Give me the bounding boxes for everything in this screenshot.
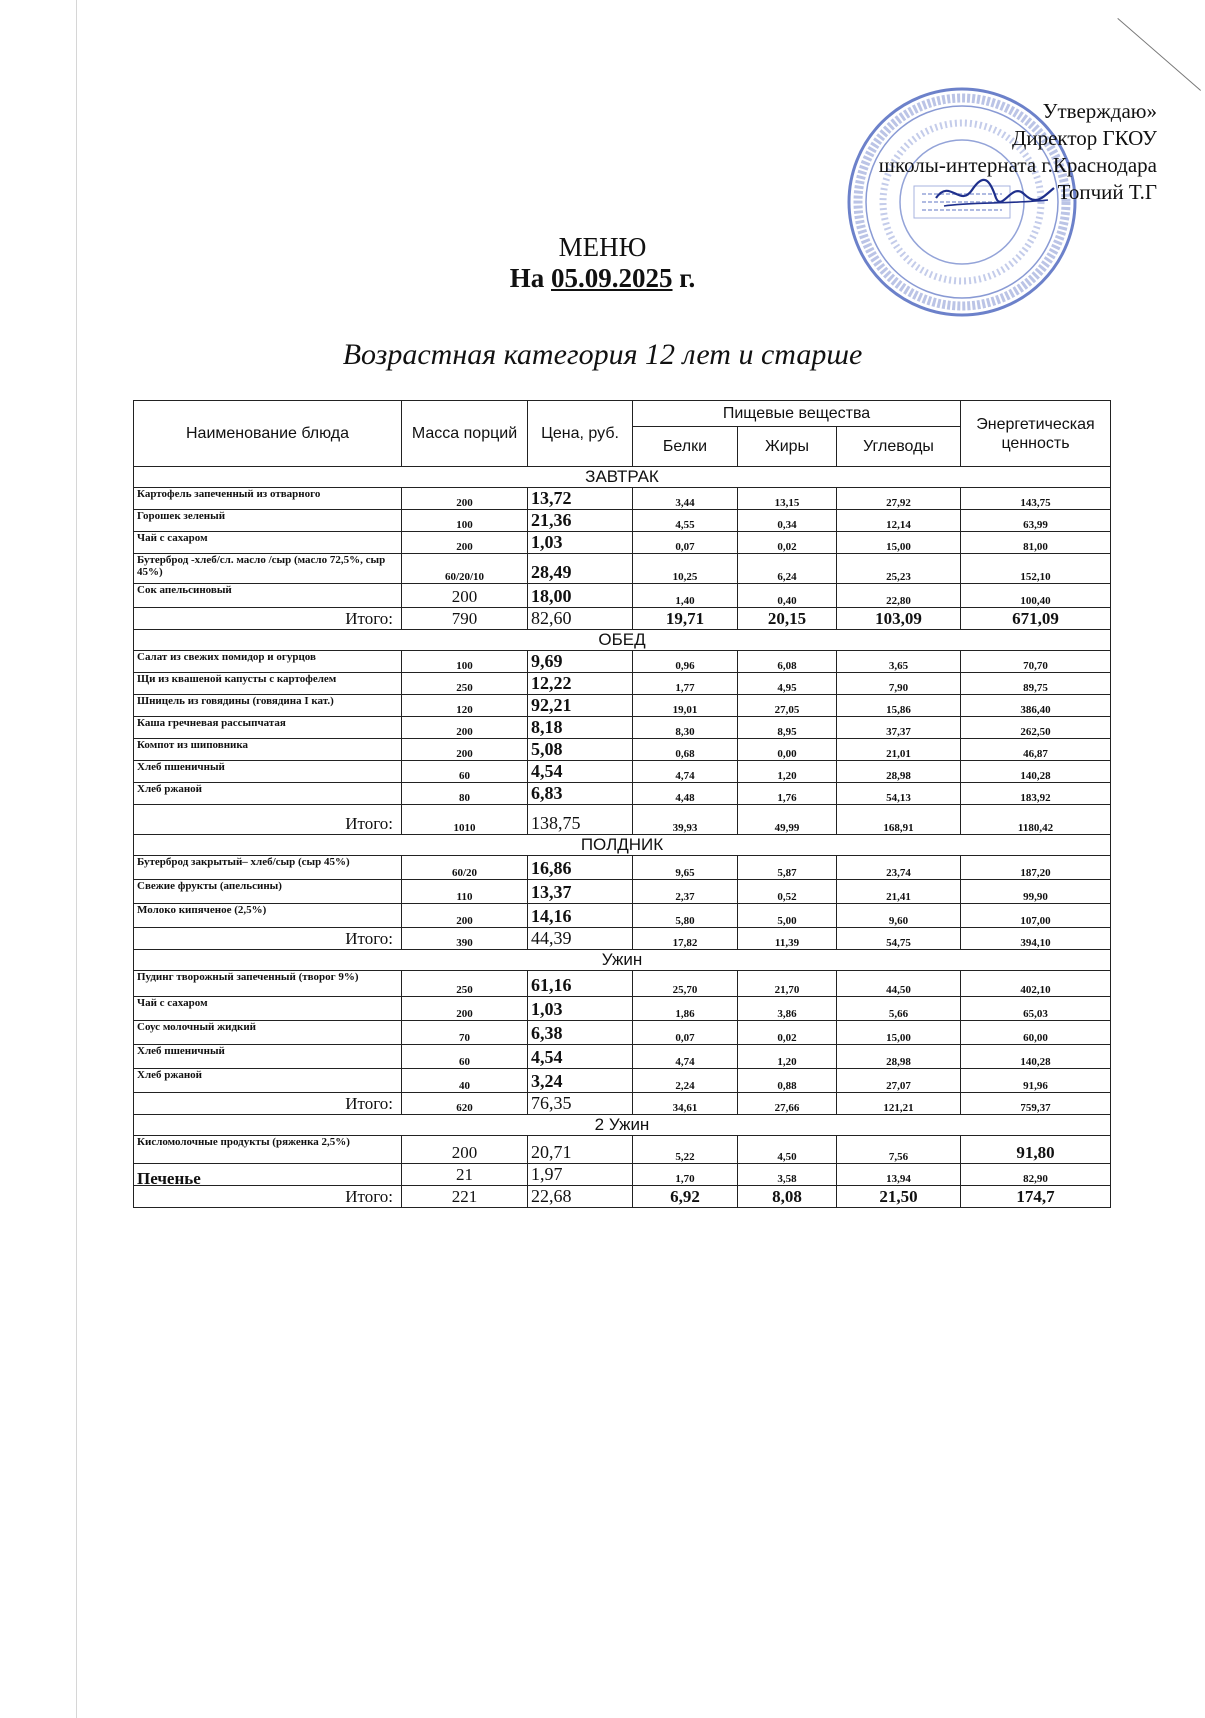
table-row (134, 1164, 1111, 1186)
carbs: 21,01 (837, 739, 961, 761)
protein: 1,77 (633, 673, 738, 695)
total-label: Итого: (134, 608, 402, 630)
date-prefix: На (509, 263, 552, 293)
total-protein: 39,93 (633, 805, 738, 835)
total-carbs: 168,91 (837, 805, 961, 835)
energy: 82,90 (961, 1164, 1111, 1186)
section-title: ПОЛДНИК (134, 835, 1111, 856)
table-row (134, 997, 1111, 1021)
section-header-row (134, 950, 1111, 971)
protein: 0,07 (633, 532, 738, 554)
dish-name: Соус молочный жидкий (134, 1021, 402, 1045)
protein: 5,22 (633, 1136, 738, 1164)
protein: 0,07 (633, 1021, 738, 1045)
section-title: 2 Ужин (134, 1115, 1111, 1136)
table-row (134, 584, 1111, 608)
total-price: 22,68 (528, 1186, 633, 1208)
carbs: 15,00 (837, 1021, 961, 1045)
section-header-row (134, 467, 1111, 488)
portion-mass: 21 (402, 1164, 528, 1186)
date-value: 05.09.2025 (551, 263, 673, 293)
portion-mass: 80 (402, 783, 528, 805)
price: 4,54 (528, 1045, 633, 1069)
portion-mass: 250 (402, 971, 528, 997)
table-row (134, 1045, 1111, 1069)
carbs: 15,86 (837, 695, 961, 717)
dish-name: Щи из квашеной капусты с картофелем (134, 673, 402, 695)
total-fat: 27,66 (738, 1093, 837, 1115)
protein: 1,40 (633, 584, 738, 608)
total-row (134, 1186, 1111, 1208)
price: 13,37 (528, 880, 633, 904)
energy: 63,99 (961, 510, 1111, 532)
protein: 1,70 (633, 1164, 738, 1186)
total-protein: 6,92 (633, 1186, 738, 1208)
dish-name: Салат из свежих помидор и огурцов (134, 651, 402, 673)
energy: 187,20 (961, 856, 1111, 880)
header-nutrients: Пищевые вещества (633, 401, 961, 427)
dish-name: Хлеб ржаной (134, 783, 402, 805)
fat: 5,87 (738, 856, 837, 880)
dish-name: Горошек зеленый (134, 510, 402, 532)
fat: 0,88 (738, 1069, 837, 1093)
price: 1,03 (528, 532, 633, 554)
fat: 3,58 (738, 1164, 837, 1186)
energy: 183,92 (961, 783, 1111, 805)
total-energy: 394,10 (961, 928, 1111, 950)
total-fat: 11,39 (738, 928, 837, 950)
total-energy: 671,09 (961, 608, 1111, 630)
carbs: 27,07 (837, 1069, 961, 1093)
table-row (134, 695, 1111, 717)
carbs: 21,41 (837, 880, 961, 904)
total-label: Итого: (134, 1093, 402, 1115)
carbs: 7,90 (837, 673, 961, 695)
protein: 10,25 (633, 554, 738, 584)
protein: 1,86 (633, 997, 738, 1021)
portion-mass: 200 (402, 717, 528, 739)
fat: 27,05 (738, 695, 837, 717)
fat: 1,20 (738, 761, 837, 783)
dish-name: Картофель запеченный из отварного (134, 488, 402, 510)
price: 1,97 (528, 1164, 633, 1186)
carbs: 12,14 (837, 510, 961, 532)
price: 14,16 (528, 904, 633, 928)
dish-name: Свежие фрукты (апельсины) (134, 880, 402, 904)
table-row (134, 488, 1111, 510)
fat: 21,70 (738, 971, 837, 997)
dish-name: Хлеб пшеничный (134, 1045, 402, 1069)
portion-mass: 100 (402, 510, 528, 532)
energy: 91,96 (961, 1069, 1111, 1093)
total-energy: 759,37 (961, 1093, 1111, 1115)
dish-name: Чай с сахаром (134, 997, 402, 1021)
carbs: 13,94 (837, 1164, 961, 1186)
fat: 4,50 (738, 1136, 837, 1164)
section-header-row (134, 1115, 1111, 1136)
energy: 152,10 (961, 554, 1111, 584)
total-price: 76,35 (528, 1093, 633, 1115)
portion-mass: 60/20/10 (402, 554, 528, 584)
total-fat: 49,99 (738, 805, 837, 835)
fat: 4,95 (738, 673, 837, 695)
total-price: 44,39 (528, 928, 633, 950)
protein: 5,80 (633, 904, 738, 928)
price: 6,83 (528, 783, 633, 805)
price: 6,38 (528, 1021, 633, 1045)
total-fat: 8,08 (738, 1186, 837, 1208)
protein: 3,44 (633, 488, 738, 510)
price: 8,18 (528, 717, 633, 739)
fat: 0,52 (738, 880, 837, 904)
total-price: 82,60 (528, 608, 633, 630)
fat: 13,15 (738, 488, 837, 510)
energy: 65,03 (961, 997, 1111, 1021)
table-row (134, 510, 1111, 532)
energy: 100,40 (961, 584, 1111, 608)
fat: 0,34 (738, 510, 837, 532)
dish-name: Бутерброд -хлеб/сл. масло /сыр (масло 72,5%, сыр 45%) (134, 554, 402, 584)
portion-mass: 40 (402, 1069, 528, 1093)
energy: 46,87 (961, 739, 1111, 761)
portion-mass: 110 (402, 880, 528, 904)
price: 1,03 (528, 997, 633, 1021)
total-label: Итого: (134, 1186, 402, 1208)
carbs: 44,50 (837, 971, 961, 997)
energy: 70,70 (961, 651, 1111, 673)
header-fat: Жиры (738, 427, 837, 467)
carbs: 23,74 (837, 856, 961, 880)
carbs: 22,80 (837, 584, 961, 608)
protein: 9,65 (633, 856, 738, 880)
table-row (134, 673, 1111, 695)
table-row (134, 532, 1111, 554)
carbs: 37,37 (837, 717, 961, 739)
energy: 89,75 (961, 673, 1111, 695)
total-carbs: 54,75 (837, 928, 961, 950)
carbs: 9,60 (837, 904, 961, 928)
price: 92,21 (528, 695, 633, 717)
menu-table-body (134, 467, 1111, 1208)
table-row (134, 761, 1111, 783)
dish-name: Чай с сахаром (134, 532, 402, 554)
total-mass: 1010 (402, 805, 528, 835)
dish-name: Пудинг творожный запеченный (творог 9%) (134, 971, 402, 997)
approval-line-1: Утверждаю» (1042, 99, 1157, 123)
protein: 4,74 (633, 761, 738, 783)
protein: 4,74 (633, 1045, 738, 1069)
protein: 25,70 (633, 971, 738, 997)
table-row (134, 1069, 1111, 1093)
portion-mass: 60/20 (402, 856, 528, 880)
energy: 140,28 (961, 761, 1111, 783)
menu-date (0, 263, 1205, 293)
approval-line-2: Директор ГКОУ (1012, 126, 1157, 150)
table-row (134, 739, 1111, 761)
energy: 143,75 (961, 488, 1111, 510)
price: 28,49 (528, 554, 633, 584)
fat: 6,24 (738, 554, 837, 584)
price: 4,54 (528, 761, 633, 783)
fat: 3,86 (738, 997, 837, 1021)
protein: 19,01 (633, 695, 738, 717)
approval-line-4: Топчий Т.Г (1057, 180, 1157, 204)
energy: 402,10 (961, 971, 1111, 997)
energy: 262,50 (961, 717, 1111, 739)
carbs: 28,98 (837, 761, 961, 783)
total-mass: 221 (402, 1186, 528, 1208)
header-price: Цена, руб. (528, 401, 633, 467)
portion-mass: 60 (402, 761, 528, 783)
price: 13,72 (528, 488, 633, 510)
dish-name: Сок апельсиновый (134, 584, 402, 608)
price: 3,24 (528, 1069, 633, 1093)
carbs: 25,23 (837, 554, 961, 584)
total-row (134, 608, 1111, 630)
total-mass: 620 (402, 1093, 528, 1115)
table-row (134, 651, 1111, 673)
section-title: ОБЕД (134, 630, 1111, 651)
carbs: 7,56 (837, 1136, 961, 1164)
total-mass: 390 (402, 928, 528, 950)
total-label: Итого: (134, 805, 402, 835)
header-carbs: Углеводы (837, 427, 961, 467)
energy: 386,40 (961, 695, 1111, 717)
carbs: 54,13 (837, 783, 961, 805)
fat: 1,20 (738, 1045, 837, 1069)
price: 18,00 (528, 584, 633, 608)
fat: 1,76 (738, 783, 837, 805)
total-row (134, 1093, 1111, 1115)
portion-mass: 200 (402, 904, 528, 928)
protein: 4,55 (633, 510, 738, 532)
total-carbs: 103,09 (837, 608, 961, 630)
section-header-row (134, 835, 1111, 856)
table-row (134, 971, 1111, 997)
portion-mass: 60 (402, 1045, 528, 1069)
fat: 5,00 (738, 904, 837, 928)
total-energy: 1180,42 (961, 805, 1111, 835)
total-carbs: 121,21 (837, 1093, 961, 1115)
portion-mass: 200 (402, 997, 528, 1021)
price: 20,71 (528, 1136, 633, 1164)
age-category-title: Возрастная категория 12 лет и старше (342, 338, 863, 371)
portion-mass: 120 (402, 695, 528, 717)
dish-name: Шницель из говядины (говядина I кат.) (134, 695, 402, 717)
fat: 8,95 (738, 717, 837, 739)
table-row (134, 880, 1111, 904)
total-protein: 19,71 (633, 608, 738, 630)
dish-name: Бутерброд закрытый– хлеб/сыр (сыр 45%) (134, 856, 402, 880)
table-row (134, 1021, 1111, 1045)
portion-mass: 200 (402, 584, 528, 608)
price: 16,86 (528, 856, 633, 880)
header-dish-name: Наименование блюда (134, 401, 402, 467)
price: 21,36 (528, 510, 633, 532)
protein: 4,48 (633, 783, 738, 805)
fat: 0,00 (738, 739, 837, 761)
fat: 0,02 (738, 532, 837, 554)
total-energy: 174,7 (961, 1186, 1111, 1208)
protein: 2,37 (633, 880, 738, 904)
menu-table (133, 400, 1111, 1208)
total-row (134, 928, 1111, 950)
price: 61,16 (528, 971, 633, 997)
energy: 91,80 (961, 1136, 1111, 1164)
header-energy: Энергетическая ценность (961, 401, 1111, 467)
protein: 8,30 (633, 717, 738, 739)
portion-mass: 100 (402, 651, 528, 673)
total-row (134, 805, 1111, 835)
carbs: 15,00 (837, 532, 961, 554)
energy: 60,00 (961, 1021, 1111, 1045)
table-row (134, 1136, 1111, 1164)
carbs: 28,98 (837, 1045, 961, 1069)
scan-corner-mark (1117, 18, 1201, 91)
energy: 99,90 (961, 880, 1111, 904)
energy: 107,00 (961, 904, 1111, 928)
dish-name: Хлеб пшеничный (134, 761, 402, 783)
section-header-row (134, 630, 1111, 651)
total-mass: 790 (402, 608, 528, 630)
price: 5,08 (528, 739, 633, 761)
portion-mass: 200 (402, 1136, 528, 1164)
total-fat: 20,15 (738, 608, 837, 630)
fat: 0,02 (738, 1021, 837, 1045)
portion-mass: 70 (402, 1021, 528, 1045)
carbs: 27,92 (837, 488, 961, 510)
energy: 140,28 (961, 1045, 1111, 1069)
protein: 2,24 (633, 1069, 738, 1093)
dish-name: Хлеб ржаной (134, 1069, 402, 1093)
table-row (134, 554, 1111, 584)
header-protein: Белки (633, 427, 738, 467)
table-row (134, 904, 1111, 928)
table-row (134, 856, 1111, 880)
dish-name: Печенье (134, 1164, 402, 1186)
energy: 81,00 (961, 532, 1111, 554)
total-price: 138,75 (528, 805, 633, 835)
menu-title: МЕНЮ (558, 232, 647, 262)
total-protein: 34,61 (633, 1093, 738, 1115)
fat: 0,40 (738, 584, 837, 608)
dish-name: Молоко кипяченое (2,5%) (134, 904, 402, 928)
table-row (134, 783, 1111, 805)
price: 9,69 (528, 651, 633, 673)
director-signature (930, 168, 1060, 218)
section-title: Ужин (134, 950, 1111, 971)
table-row (134, 717, 1111, 739)
portion-mass: 250 (402, 673, 528, 695)
carbs: 5,66 (837, 997, 961, 1021)
protein: 0,96 (633, 651, 738, 673)
total-protein: 17,82 (633, 928, 738, 950)
price: 12,22 (528, 673, 633, 695)
total-carbs: 21,50 (837, 1186, 961, 1208)
total-label: Итого: (134, 928, 402, 950)
portion-mass: 200 (402, 532, 528, 554)
date-suffix: г. (672, 263, 696, 293)
protein: 0,68 (633, 739, 738, 761)
section-title: ЗАВТРАК (134, 467, 1111, 488)
dish-name: Кисломолочные продукты (ряженка 2,5%) (134, 1136, 402, 1164)
portion-mass: 200 (402, 739, 528, 761)
carbs: 3,65 (837, 651, 961, 673)
fat: 6,08 (738, 651, 837, 673)
header-portion-mass: Масса порций (402, 401, 528, 467)
dish-name: Каша гречневая рассыпчатая (134, 717, 402, 739)
dish-name: Компот из шиповника (134, 739, 402, 761)
portion-mass: 200 (402, 488, 528, 510)
approval-line-3: школы-интерната г.Краснодара (878, 153, 1157, 177)
